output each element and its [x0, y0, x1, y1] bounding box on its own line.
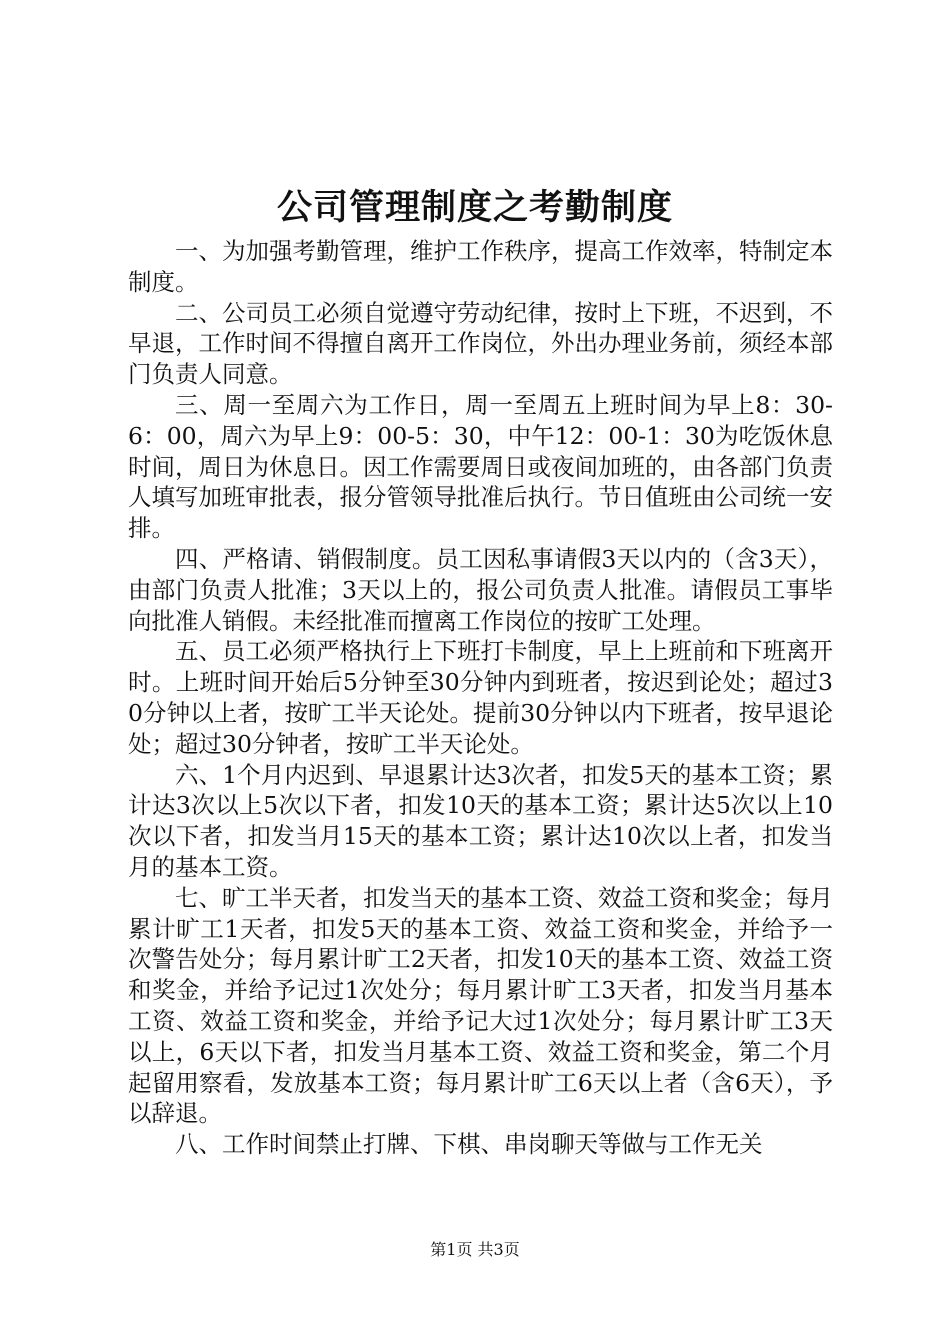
page-number-footer: 第1页 共3页: [430, 1240, 520, 1259]
paragraph-4: 四、严格请、销假制度。员工因私事请假3天以内的（含3天），由部门负责人批准；3天以上的，报公司负责人批准。请假员工事毕向批准人销假。未经批准而擅离工作岗位的按旷工处理。: [128, 544, 833, 635]
paragraph-5: 五、员工必须严格执行上下班打卡制度，早上上班前和下班离开时。上班时间开始后5分钟至30分钟内到班者，按迟到论处；超过30分钟以上者，按旷工半天论处。提前30分钟以内下班者，按早退论处；超过30分钟者，按旷工半天论处。: [128, 637, 833, 758]
paragraph-3: 三、周一至周六为工作日，周一至周五上班时间为早上8：30-6：00，周六为早上9：00-5：30，中午12：00-1：30为吃饭休息时间，周日为休息日。因工作需要周日或夜间加班的，由各部门负责人填写加班审批表，报分管领导批准后执行。节日值班由公司统一安排。: [128, 390, 833, 543]
paragraph-6: 六、1个月内迟到、早退累计达3次者，扣发5天的基本工资；累计达3次以上5次以下者，扣发10天的基本工资；累计达5次以上10次以下者，扣发当月15天的基本工资；累计达10次以上者，扣发当月的基本工资。: [128, 760, 833, 881]
paragraph-7: 七、旷工半天者，扣发当天的基本工资、效益工资和奖金；每月累计旷工1天者，扣发5天的基本工资、效益工资和奖金，并给予一次警告处分；每月累计旷工2天者，扣发10天的基本工资、效益工资和奖金，并给予记过1次处分；每月累计旷工3天者，扣发当月基本工资、效益工资和奖金，并给予记大过1次处分；每月累计旷工3天以上，6天以下者，扣发当月基本工资、效益工资和奖金，第二个月起留用察看，发放基本工资；每月累计旷工6天以上者（含6天），予以辞退。: [128, 883, 833, 1128]
document-title: 公司管理制度之考勤制度: [276, 187, 673, 228]
paragraph-2: 二、公司员工必须自觉遵守劳动纪律，按时上下班，不迟到，不早退，工作时间不得擅自离开工作岗位，外出办理业务前，须经本部门负责人同意。: [128, 298, 833, 389]
document-body: [128, 236, 833, 1160]
paragraph-1: 一、为加强考勤管理，维护工作秩序，提高工作效率，特制定本制度。: [128, 237, 833, 296]
paragraph-8: 八、工作时间禁止打牌、下棋、串岗聊天等做与工作无关: [175, 1130, 763, 1159]
